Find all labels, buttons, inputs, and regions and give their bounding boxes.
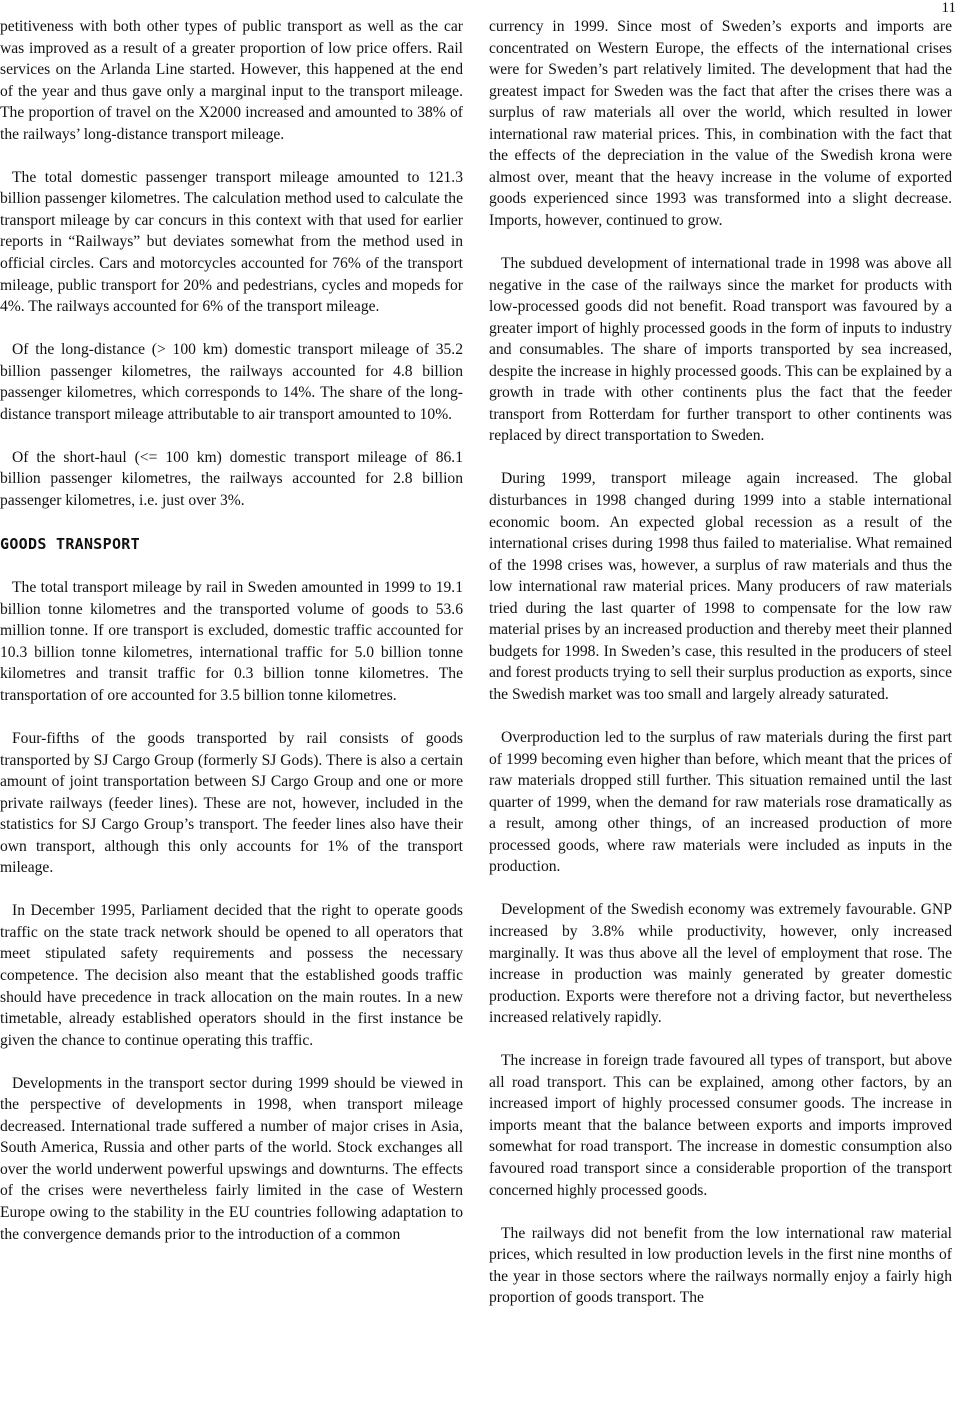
paragraph-long-distance-mileage: Of the long-distance (> 100 km) domestic transport mileage of 35.2 billion passenger kilometres, the railways accounted for 4.8 billion passenger kilometres, which corresponds to 14%. The share of the long-distance transport mileage attributable to air transport amounted to 10%. <box>0 341 463 423</box>
paragraph-subdued-trade-1998: The subdued development of international trade in 1998 was above all negative in the case of the railways since the market for products with low-processed goods did not benefit. Road transport was favoured by a greater import of highly processed goods in the form of inputs to industry and consumables. The share of imports transported by sea increased, despite the increase in highly processed goods. This can be explained by a growth in trade with other continents plus the fact that the feeder transport from Rotterdam for further transport to other continents was replaced by direct transportation to Sweden. <box>489 255 952 445</box>
paragraph-passenger-competitiveness: petitiveness with both other types of public transport as well as the car was improved as a result of a greater proportion of low price offers. Rail services on the Arlanda Line started. However, this happened at the end of the year and thus gave only a marginal input to the transport mileage. The proportion of travel on the X2000 increased and amounted to 38% of the railways’ long-distance transport mileage. <box>0 18 463 143</box>
paragraph-short-haul-mileage: Of the short-haul (<= 100 km) domestic transport mileage of 86.1 billion passenger kilometres, the railways accounted for 2.8 billion passenger kilometres, i.e. just over 3%. <box>0 448 463 510</box>
paragraph-transport-developments-1999: Developments in the transport sector during 1999 should be viewed in the perspective of developments in 1998, when transport mileage decreased. International trade suffered a number of major crises in Asia, South America, Russia and other parts of the world. Stock exchanges all over the world underwent powerful upswings and downturns. The effects of the crises were nevertheless fairly limited in the case of Western Europe owing to the stability in the EU countries following adaptation to the convergence demands prior to the introduction of a common <box>0 1074 463 1243</box>
left-column <box>0 16 463 1267</box>
paragraph-mileage-increase-1999: During 1999, transport mileage again increased. The global disturbances in 1998 changed during 1999 into a stable international economic boom. An expected global recession as a result of the international crises during 1998 thus failed to materialise. What remained of the 1998 crises was, however, a surplus of raw materials and thus the low international raw material prices. Many producers of raw materials tried during the last quarter of 1998 to compensate for the low raw material prises by an increased production and thereby meet their planned budgets for 1998. In Sweden’s case, this resulted in the producers of steel and forest products trying to sell their surplus production as exports, since the Swedish market was too small and largely already saturated. <box>489 470 952 703</box>
page-number: 11 <box>941 0 956 16</box>
paragraph-currency-exports: currency in 1999. Since most of Sweden’s exports and imports are concentrated on Western Europe, the effects of the international crises were for Sweden’s part relatively limited. The development that had the greatest impact for Sweden was the fact that after the crises there was a surplus of raw materials all over the world, which resulted in lower international raw material prices. This, in combination with the fact that the effects of the depreciation in the value of the Swedish krona were almost over, meant that the heavy increase in the volume of exported goods experienced since 1993 was transformed into a slight decrease. Imports, however, continued to grow. <box>489 18 952 229</box>
right-column <box>489 16 952 1330</box>
paragraph-swedish-economy: Development of the Swedish economy was extremely favourable. GNP increased by 3.8% while productivity, however, only increased marginally. It was thus above all the level of employment that rose. The increase in production was mainly generated by greater domestic production. Exports were therefore not a driving factor, but nevertheless increased relatively rapidly. <box>489 901 952 1027</box>
paragraph-sj-cargo-group: Four-fifths of the goods transported by rail consists of goods transported by SJ Cargo Group (formerly SJ Gods). There is also a certain amount of joint transportation between SJ Cargo Group and one or more private railways (feeder lines). These are not, however, included in the statistics for SJ Cargo Group’s transport. The feeder lines also have their own transport, although this only accounts for 1% of the transport mileage. <box>0 729 463 877</box>
paragraph-total-goods-mileage: The total transport mileage by rail in Sweden amounted in 1999 to 19.1 billion tonne kilometres and the transported volume of goods to 53.6 million tonne. If ore transport is excluded, domestic traffic accounted for 10.3 billion tonne kilometres, international traffic for 5.0 billion tonne kilometres and transit traffic for 0.3 billion tonne kilometres. The transportation of ore accounted for 3.5 billion tonne kilometres. <box>0 579 463 704</box>
paragraph-railways-raw-material: The railways did not benefit from the low international raw material prices, which resulted in low production levels in the first nine months of the year in those sectors where the railways normally enjoy a fairly high proportion of goods transport. The <box>489 1224 952 1307</box>
paragraph-overproduction: Overproduction led to the surplus of raw materials during the first part of 1999 becoming even higher than before, which meant that the prices of raw materials dropped still further. This situation remained until the last quarter of 1999, when the demand for raw materials rose dramatically as a result, among other things, of an increased production of more processed goods, where raw materials were included as inputs in the production. <box>489 729 952 876</box>
paragraph-domestic-passenger-mileage: The total domestic passenger transport mileage amounted to 121.3 billion passenger kilometres. The calculation method used to calculate the transport mileage by car concurs in this context with that used for earlier reports in “Railways” but deviates somewhat from the method used in official circles. Cars and motorcycles accounted for 76% of the transport mileage, public transport for 20% and pedestrians, cycles and mopeds for 4%. The railways accounted for 6% of the transport mileage. <box>0 168 463 316</box>
paragraph-parliament-decision: In December 1995, Parliament decided that the right to operate goods traffic on the state track network should be opened to all operators that meet stipulated safety requirements and possess the necessary competence. The decision also meant that the established goods traffic should have precedence in track allocation on the main routes. In a new timetable, already established operators should in the first instance be given the chance to continue operating this traffic. <box>0 902 463 1049</box>
section-heading-goods-transport: GOODS TRANSPORT <box>0 534 140 553</box>
paragraph-foreign-trade: The increase in foreign trade favoured all types of transport, but above all road transport. This can be explained, among other factors, by an increased import of highly processed consumer goods. The increase in imports meant that the balance between exports and imports improved somewhat for road transport. The increase in domestic consumption also favoured road transport since a considerable proportion of the transport concerned highly processed goods. <box>489 1052 952 1199</box>
